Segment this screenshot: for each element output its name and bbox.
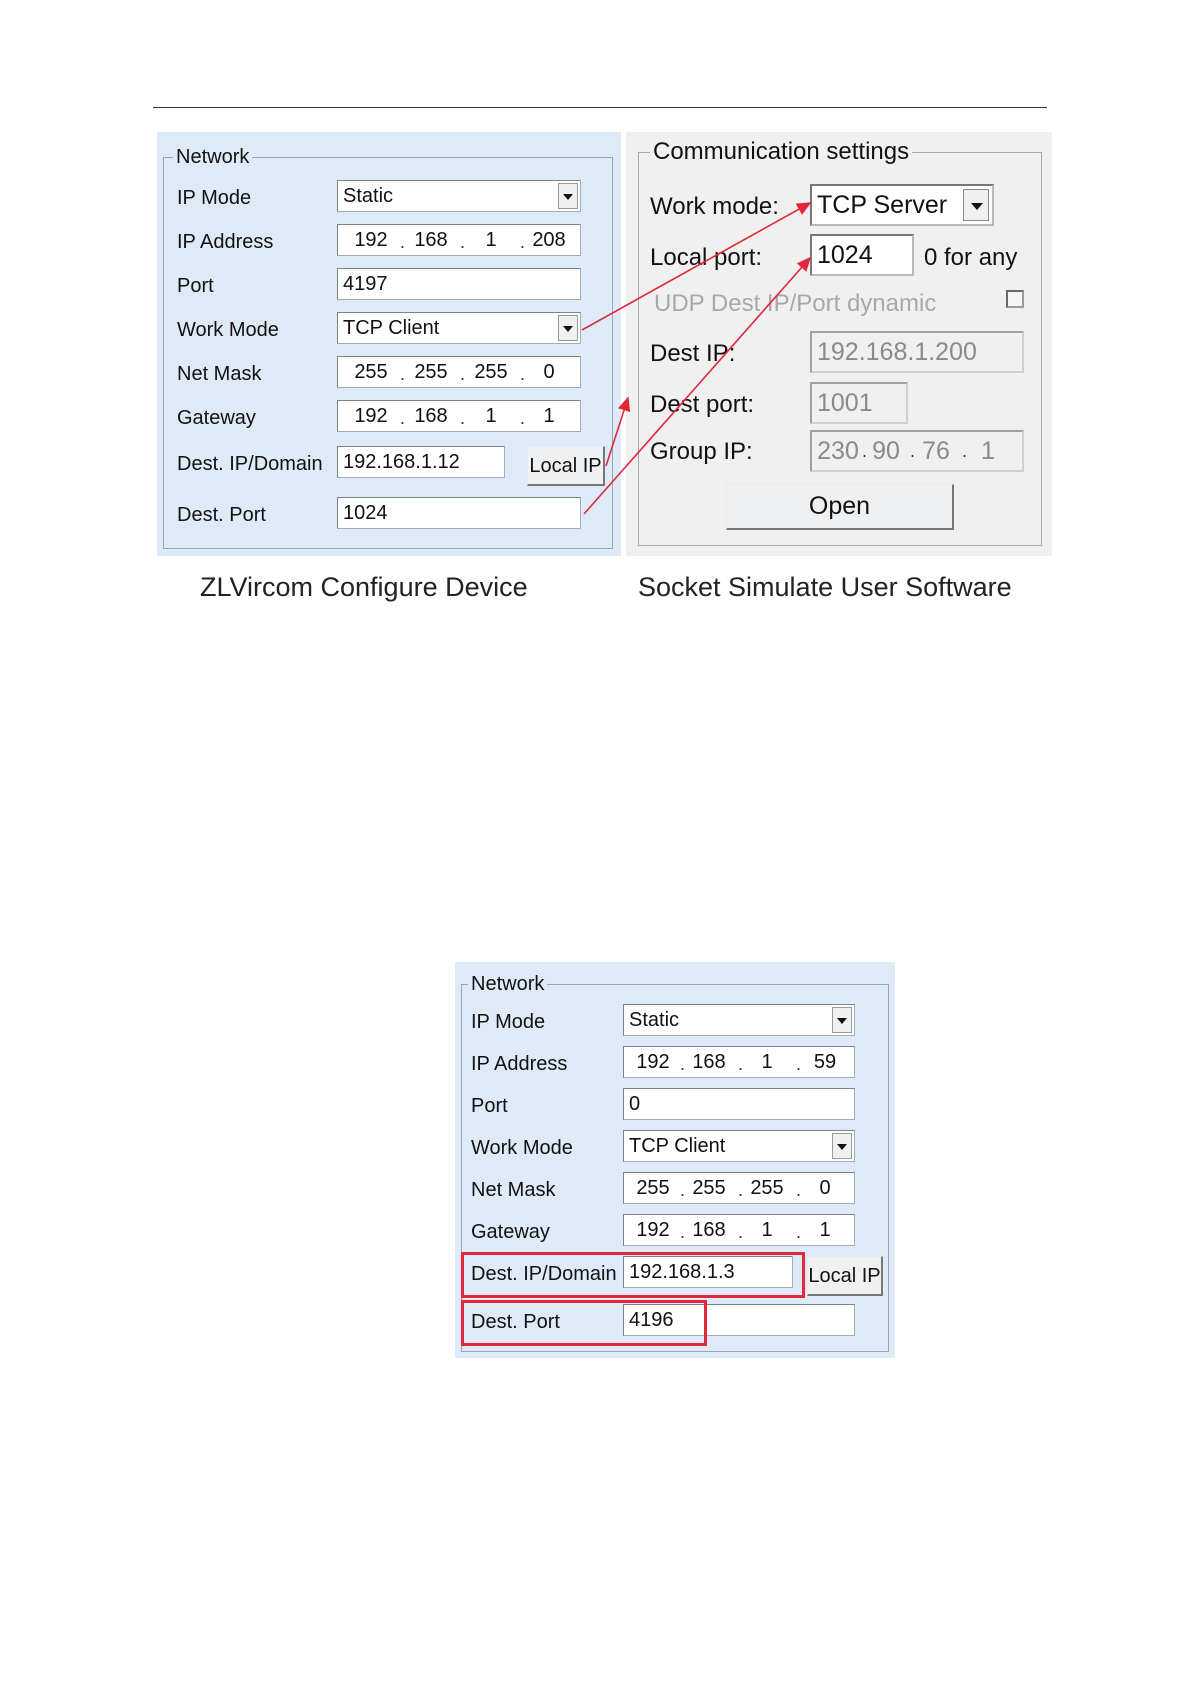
ip-octet: 1 — [485, 229, 497, 251]
arrow-dest-ip — [606, 398, 628, 466]
ip-octet: 255 — [414, 361, 448, 383]
local-port-hint: 0 for any — [924, 244, 1018, 271]
port-label: Port — [177, 275, 214, 297]
ip-octet: 90 — [872, 437, 900, 465]
ip-octet: 255 — [636, 1177, 670, 1199]
caption-left: ZLVircom Configure Device — [200, 572, 528, 602]
ip-octet: 255 — [692, 1177, 726, 1199]
port-input[interactable]: 0 — [623, 1088, 855, 1120]
ip-mode-value: Static — [629, 1009, 680, 1031]
port-input[interactable]: 4197 — [337, 268, 581, 300]
network-legend: Network — [173, 147, 252, 167]
ip-dot: . — [738, 1054, 744, 1074]
ip-octet: 255 — [750, 1177, 784, 1199]
ip-octet: 1 — [819, 1219, 831, 1241]
dest-ip-label: Dest. IP/Domain — [177, 453, 323, 475]
ip-dot: . — [520, 408, 526, 428]
ip-octet: 208 — [532, 229, 566, 251]
ip-dot: . — [460, 232, 466, 252]
ip-octet: 168 — [414, 405, 448, 427]
ip-octet: 192 — [636, 1219, 670, 1241]
group-ip-label: Group IP: — [650, 438, 753, 465]
caption-right: Socket Simulate User Software — [638, 572, 1012, 602]
ip-dot: . — [680, 1222, 686, 1242]
net-mask-label: Net Mask — [177, 363, 262, 385]
ip-octet: 0 — [543, 361, 555, 383]
work-mode-value: TCP Client — [343, 317, 440, 339]
comm-work-mode-label: Work mode: — [650, 193, 779, 220]
ip-mode-label: IP Mode — [177, 187, 252, 209]
ip-dot: . — [400, 408, 406, 428]
arrow-work-mode — [582, 203, 810, 330]
ip-octet: 76 — [922, 437, 950, 465]
dest-port-input[interactable]: 1024 — [337, 497, 581, 529]
ip-dot: . — [962, 441, 968, 461]
ip-dot: . — [796, 1222, 802, 1242]
ip-dot: . — [400, 364, 406, 384]
comm-work-mode-value: TCP Server — [817, 191, 948, 219]
arrow-dest-port — [584, 258, 810, 514]
ip-dot: . — [796, 1180, 802, 1200]
ip-octet: 168 — [414, 229, 448, 251]
udp-dynamic-label: UDP Dest IP/Port dynamic — [654, 290, 937, 317]
local-ip-button[interactable]: Local IP — [527, 446, 605, 486]
ip-octet: 59 — [813, 1051, 837, 1073]
ip-dot: . — [520, 364, 526, 384]
dest-ip-input[interactable]: 192.168.1.3 — [623, 1256, 793, 1288]
ip-dot: . — [862, 441, 868, 461]
gateway-label: Gateway — [177, 407, 256, 429]
ip-dot: . — [680, 1180, 686, 1200]
dest-port-label: Dest. Port — [177, 504, 266, 526]
ip-dot: . — [796, 1054, 802, 1074]
ip-dot: . — [738, 1222, 744, 1242]
ip-dot: . — [520, 232, 526, 252]
local-ip-button[interactable]: Local IP — [807, 1256, 883, 1296]
ip-octet: 168 — [692, 1219, 726, 1241]
gateway-label: Gateway — [471, 1221, 550, 1243]
ip-octet: 0 — [819, 1177, 831, 1199]
ip-octet: 192 — [354, 229, 388, 251]
ip-dot: . — [400, 232, 406, 252]
ip-address-label: IP Address — [177, 231, 274, 253]
ip-dot: . — [460, 408, 466, 428]
ip-octet: 1 — [761, 1219, 773, 1241]
ip-dot: . — [910, 441, 916, 461]
ip-octet: 1 — [761, 1051, 773, 1073]
work-mode-label: Work Mode — [177, 319, 279, 341]
dest-port-label: Dest. Port — [471, 1311, 560, 1333]
ip-address-label: IP Address — [471, 1053, 568, 1075]
open-button[interactable]: Open — [726, 484, 954, 530]
ip-dot: . — [738, 1180, 744, 1200]
ip-octet: 230 — [817, 437, 859, 465]
ip-mode-value: Static — [343, 185, 394, 207]
dest-port-label: Dest port: — [650, 391, 755, 418]
work-mode-label: Work Mode — [471, 1137, 573, 1159]
ip-octet: 255 — [474, 361, 508, 383]
ip-dot: . — [460, 364, 466, 384]
dest-port-input[interactable]: 1001 — [810, 382, 908, 424]
network-legend: Network — [468, 974, 547, 994]
ip-octet: 1 — [485, 405, 497, 427]
dest-ip-label: Dest. IP/Domain — [471, 1263, 617, 1285]
work-mode-value: TCP Client — [629, 1135, 726, 1157]
ip-octet: 168 — [692, 1051, 726, 1073]
port-label: Port — [471, 1095, 508, 1117]
net-mask-label: Net Mask — [471, 1179, 556, 1201]
dest-ip-input[interactable]: 192.168.1.12 — [337, 446, 505, 478]
dest-ip-input[interactable]: 192.168.1.200 — [810, 331, 1024, 373]
local-port-label: Local port: — [650, 244, 763, 271]
ip-octet: 1 — [543, 405, 555, 427]
ip-dot: . — [680, 1054, 686, 1074]
ip-octet: 192 — [354, 405, 388, 427]
local-port-input[interactable]: 1024 — [810, 234, 914, 276]
ip-octet: 192 — [636, 1051, 670, 1073]
dest-ip-label: Dest IP: — [650, 340, 736, 367]
ip-octet: 1 — [981, 437, 995, 465]
ip-mode-label: IP Mode — [471, 1011, 546, 1033]
comm-settings-legend: Communication settings — [650, 138, 912, 166]
ip-octet: 255 — [354, 361, 388, 383]
dest-port-input[interactable]: 4196 — [623, 1304, 855, 1336]
